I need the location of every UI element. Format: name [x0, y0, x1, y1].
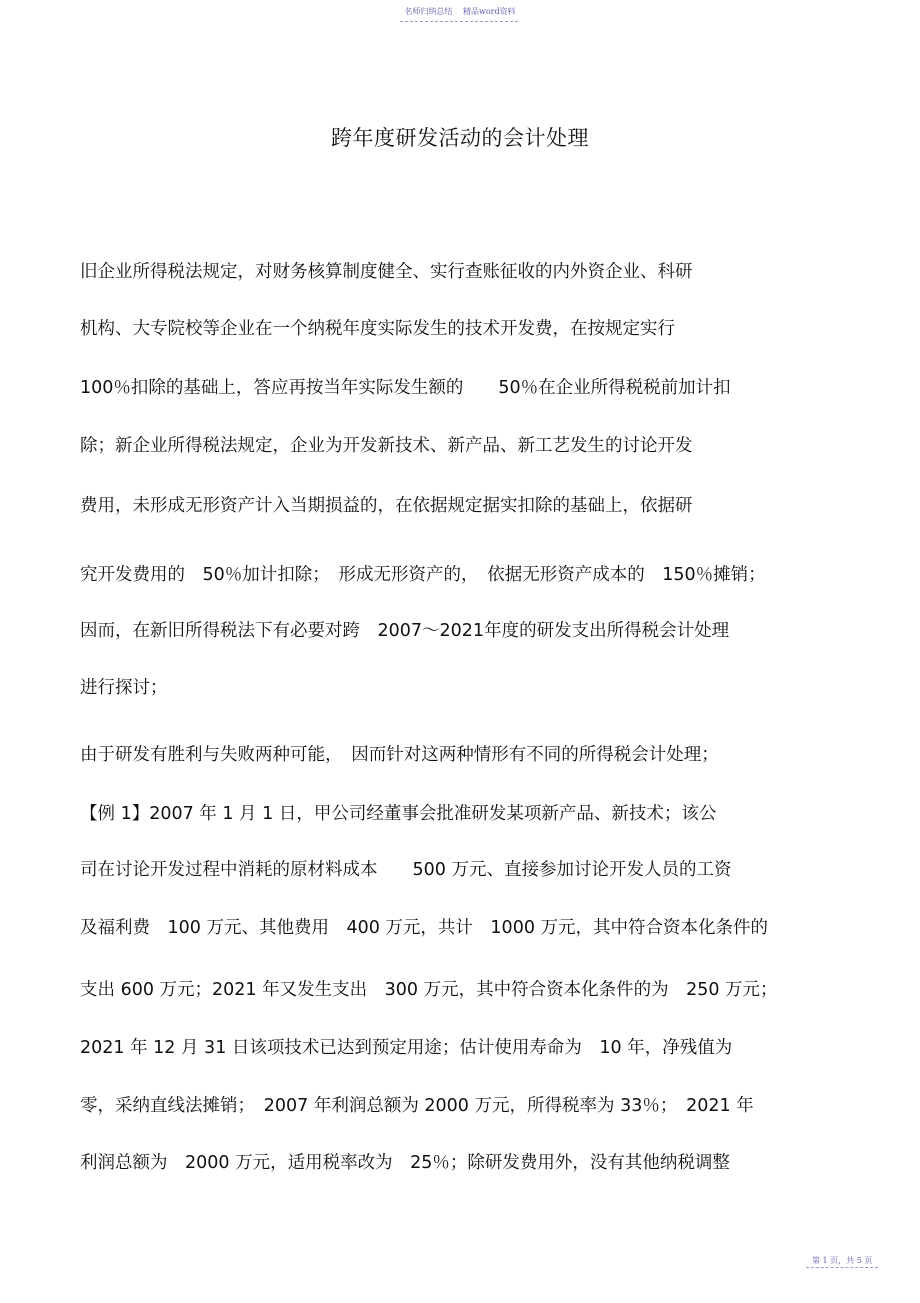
body-line-3: 100％扣除的基础上，答应再按当年实际发生额的 50％在企业所得税税前加计扣 [80, 378, 731, 398]
header-right-text: 精品word资料 [462, 7, 516, 16]
body-line-1: 旧企业所得税法规定，对财务核算制度健全、实行查账征收的内外资企业、科研 [80, 262, 693, 282]
body-line-16: 利润总额为 2000 万元，适用税率改为 25％；除研发费用外，没有其他纳税调整 [80, 1153, 730, 1173]
body-line-4: 除；新企业所得税法规定，企业为开发新技术、新产品、新工艺发生的讨论开发 [80, 436, 693, 456]
body-line-8: 进行探讨； [80, 678, 168, 698]
body-line-15: 零，采纳直线法摊销； 2007 年利润总额为 2000 万元，所得税率为 33％； 2021 年 [80, 1096, 754, 1116]
header-left-text: 名师归纳总结 [404, 7, 453, 16]
body-line-11: 司在讨论开发过程中消耗的原材料成本 500 万元、直接参加讨论开发人员的工资 [80, 860, 732, 880]
body-line-12: 及福利费 100 万元、其他费用 400 万元，共计 1000 万元，其中符合资本化条件的 [80, 918, 769, 938]
body-line-9: 由于研发有胜利与失败两种可能， 因而针对这两种情形有不同的所得税会计处理； [80, 745, 719, 765]
page-number: 第 1 页，共 5 页 [812, 1256, 873, 1265]
header-divider [400, 21, 518, 22]
page-header [0, 6, 920, 17]
footer-divider [806, 1267, 878, 1268]
body-line-6: 究开发费用的 50％加计扣除； 形成无形资产的， 依据无形资产成本的 150％摊销； [80, 565, 766, 585]
document-title: 跨年度研发活动的会计处理 [331, 126, 589, 150]
body-line-13: 支出 600 万元；2021 年又发生支出 300 万元，其中符合资本化条件的为 250 万元； [80, 980, 778, 1000]
body-line-10: 【例 1】2007 年 1 月 1 日，甲公司经董事会批准研发某项新产品、新技术；该公 [80, 804, 717, 824]
body-line-2: 机构、大专院校等企业在一个纳税年度实际发生的技术开发费，在按规定实行 [80, 319, 675, 339]
body-line-14: 2021 年 12 月 31 日该项技术已达到预定用途；估计使用寿命为 10 年，净残值为 [80, 1038, 733, 1058]
body-line-7: 因而，在新旧所得税法下有必要对跨 2007～2021年度的研发支出所得税会计处理 [80, 621, 730, 641]
body-line-5: 费用，未形成无形资产计入当期损益的，在依据规定据实扣除的基础上，依据研 [80, 496, 693, 516]
